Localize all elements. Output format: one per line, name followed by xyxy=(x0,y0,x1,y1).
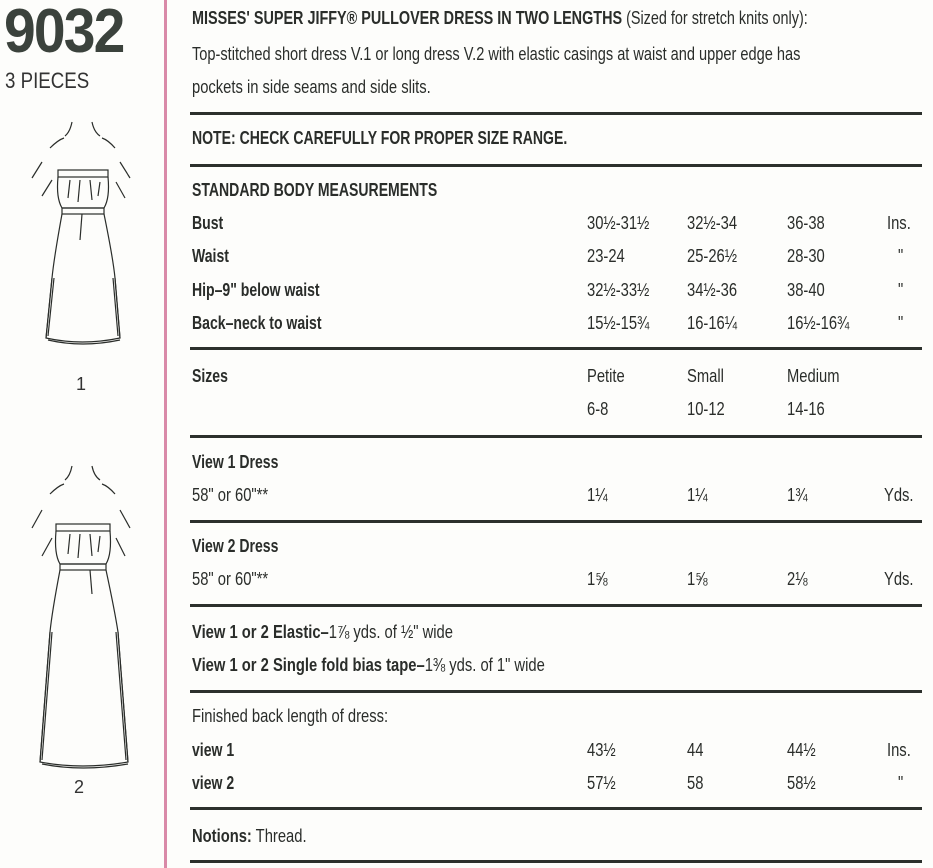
elastic-requirement: View 1 or 2 Elastic–1⅞ yds. of ½" wide xyxy=(192,622,453,642)
description-line-3: pockets in side seams and side slits. xyxy=(192,77,431,97)
divider xyxy=(190,860,922,863)
bias-tape-requirement: View 1 or 2 Single fold bias tape–1⅜ yds. of 1" wide xyxy=(192,655,545,675)
pattern-title xyxy=(192,8,933,29)
divider xyxy=(190,604,922,607)
title-bold: MISSES' SUPER JIFFY® PULLOVER DRESS IN TWO LENGTHS xyxy=(192,8,623,28)
view-1-label: 1 xyxy=(76,374,87,394)
divider xyxy=(190,347,922,350)
view-2-label: 2 xyxy=(74,777,85,797)
sidebar-divider xyxy=(164,0,167,868)
dress-view-2-illustration xyxy=(20,462,150,780)
size-range-note: NOTE: CHECK CAREFULLY FOR PROPER SIZE RANGE. xyxy=(192,128,568,148)
divider xyxy=(190,112,922,115)
divider xyxy=(190,435,922,438)
divider xyxy=(190,520,922,523)
pattern-number: 9032 xyxy=(4,0,124,66)
measurements-heading: STANDARD BODY MEASUREMENTS xyxy=(192,180,438,200)
pieces-count: 3 PIECES xyxy=(5,68,90,93)
description-line-2: Top-stitched short dress V.1 or long dress V.2 with elastic casings at waist and upper edge has xyxy=(192,44,801,64)
notions: Notions: Thread. xyxy=(192,826,307,846)
title-note: (Sized for stretch knits only): xyxy=(622,8,808,28)
divider xyxy=(190,690,922,693)
divider xyxy=(190,164,922,167)
pattern-sidebar xyxy=(0,0,163,868)
divider xyxy=(190,807,922,810)
dress-view-1-illustration xyxy=(20,118,150,358)
